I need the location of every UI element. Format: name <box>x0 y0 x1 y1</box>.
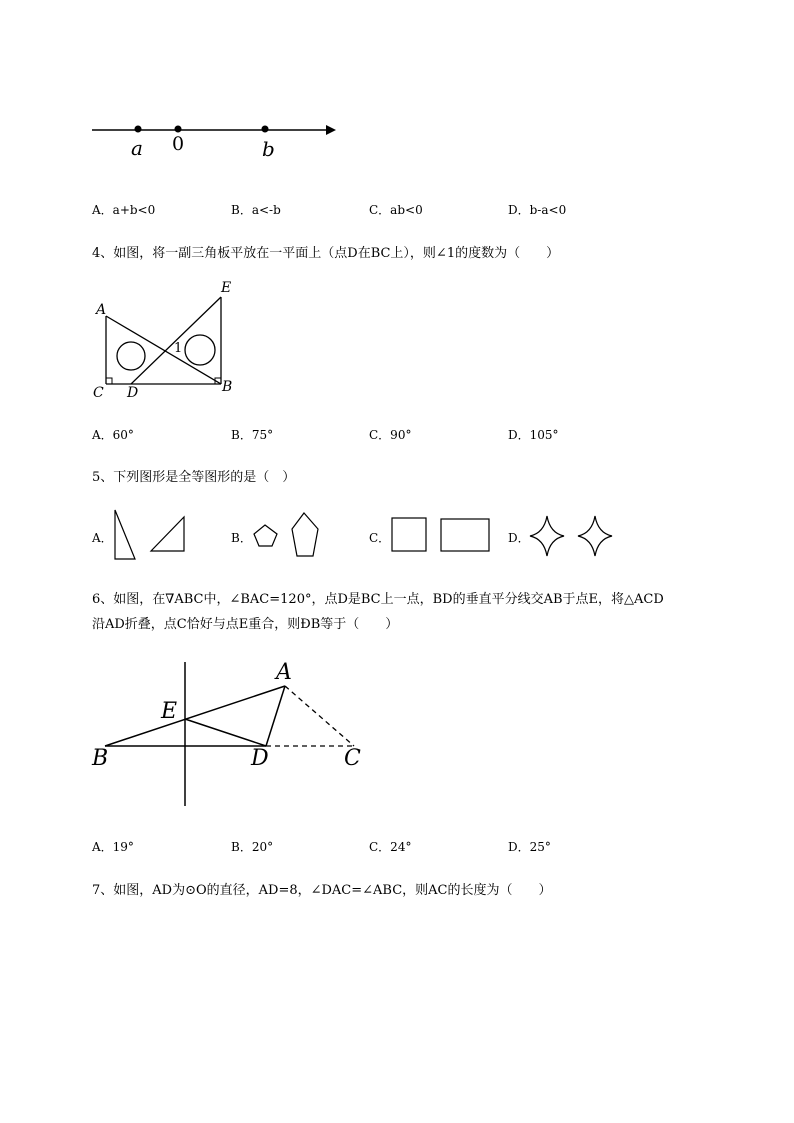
q4-label-e: E <box>221 280 232 296</box>
q4-option-a[interactable]: A．60° <box>92 428 134 442</box>
q6-label-b: B <box>92 746 109 771</box>
q5-stem: 5、下列图形是全等图形的是（ ） <box>92 470 296 485</box>
label-zero: 0 <box>172 133 185 155</box>
q4-option-b[interactable]: B．75° <box>231 428 274 442</box>
q3-option-a[interactable]: A．a+b<0 <box>92 203 156 217</box>
q6-option-d[interactable]: D．25° <box>508 840 551 854</box>
q6-option-b[interactable]: B．20° <box>231 840 274 854</box>
q4-stem: 4、如图，将一副三角板平放在一平面上（点D在BC上），则∠1的度数为（ ） <box>92 246 560 261</box>
q4-label-a: A <box>96 302 107 318</box>
q6-label-e: E <box>161 699 178 724</box>
q6-stem-line2: 沿AD折叠，点C恰好与点E重合，则ÐB等于（ ） <box>92 617 399 632</box>
q4-option-d[interactable]: D．105° <box>508 428 559 442</box>
q3-option-d[interactable]: D．b-a<0 <box>508 203 567 217</box>
q3-option-b[interactable]: B．a<-b <box>231 203 281 217</box>
q6-label-a: A <box>276 660 292 685</box>
q6-label-c: C <box>344 746 361 771</box>
q3-option-c[interactable]: C．ab<0 <box>369 203 423 217</box>
label-a: a <box>131 136 143 160</box>
q4-option-c[interactable]: C．90° <box>369 428 412 442</box>
q5-option-b[interactable]: B． <box>231 531 252 545</box>
q6-stem-line1: 6、如图，在∇ABC中，∠BAC=120°，点D是BC上一点，BD的垂直平分线交AB于点E，将△ACD <box>92 592 664 607</box>
q4-label-c: C <box>93 385 104 401</box>
q6-label-d: D <box>251 746 269 771</box>
q5-option-d[interactable]: D． <box>508 531 530 545</box>
q7-stem: 7、如图，AD为⊙O的直径，AD=8，∠DAC=∠ABC，则AC的长度为（ ） <box>92 883 552 898</box>
q6-option-a[interactable]: A．19° <box>92 840 134 854</box>
q4-label-b: B <box>222 379 233 395</box>
q5-option-c[interactable]: C． <box>369 531 391 545</box>
q6-option-c[interactable]: C．24° <box>369 840 412 854</box>
label-b: b <box>262 137 275 161</box>
q4-label-d: D <box>127 385 139 401</box>
q5-option-a[interactable]: A． <box>92 531 113 545</box>
q4-label-angle-1: 1 <box>174 341 183 356</box>
